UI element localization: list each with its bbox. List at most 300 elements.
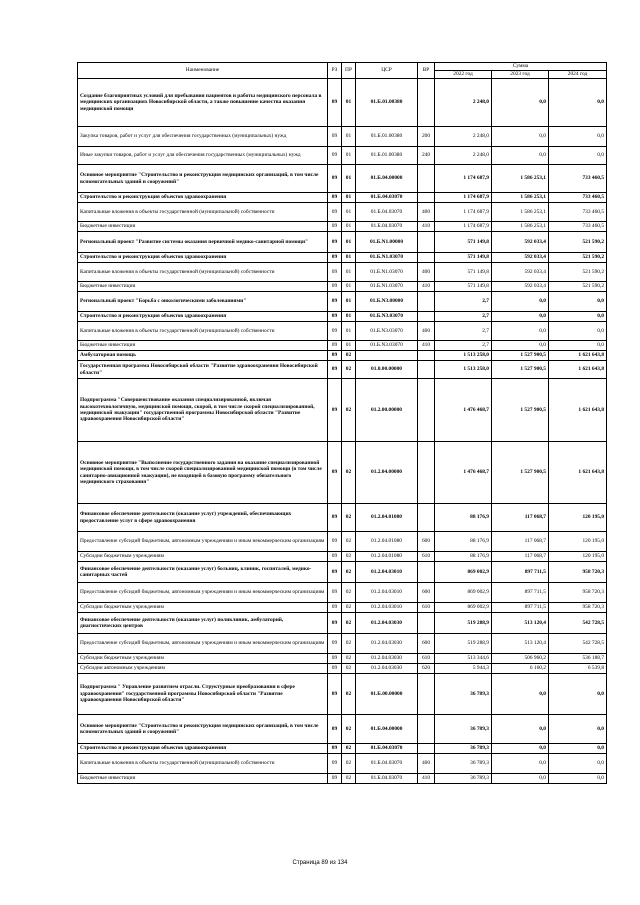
cell-csr: 01.2.04.03010	[356, 583, 418, 603]
col-header-2023: 2023 год	[492, 71, 549, 79]
cell-v1: 36 789,3	[435, 754, 492, 774]
cell-v2: 0,0	[492, 674, 549, 715]
cell-csr: 01.2.04.03030	[356, 613, 418, 634]
cell-vr	[418, 165, 435, 193]
cell-rz: 09	[328, 292, 342, 312]
cell-pr: 02	[342, 351, 356, 361]
cell-csr: 01.2.04.03030	[356, 654, 418, 664]
cell-csr: 01.Б.N1.03070	[356, 253, 418, 263]
col-header-2022: 2022 год	[435, 71, 492, 79]
cell-v1: 2 248,0	[435, 79, 492, 127]
cell-vr	[418, 292, 435, 312]
cell-vr	[418, 613, 435, 634]
cell-pr: 01	[342, 127, 356, 147]
cell-csr: 01.Б.04.00000	[356, 715, 418, 744]
cell-v2: 1 527 900,5	[492, 351, 549, 361]
cell-v1: 5 944,3	[435, 664, 492, 674]
cell-rz: 09	[328, 203, 342, 222]
cell-v1: 1 513 258,0	[435, 351, 492, 361]
cell-name: Субсидии автономным учреждениям	[78, 664, 328, 674]
cell-v1: 2,7	[435, 341, 492, 351]
cell-v2: 1 586 253,1	[492, 193, 549, 203]
cell-rz: 09	[328, 232, 342, 253]
cell-vr	[418, 562, 435, 583]
table-row	[78, 664, 607, 674]
cell-v3: 958 720,3	[549, 603, 607, 613]
table-row	[78, 613, 607, 634]
cell-vr	[418, 361, 435, 379]
cell-rz: 09	[328, 79, 342, 127]
cell-pr: 02	[342, 552, 356, 562]
table-row	[78, 442, 607, 504]
cell-name: Предоставление субсидий бюджетным, автономным учреждениям и иным некоммерческим организациям	[78, 532, 328, 552]
cell-v1: 36 789,3	[435, 715, 492, 744]
cell-vr: 410	[418, 282, 435, 292]
cell-pr: 01	[342, 312, 356, 322]
cell-v3: 120 195,0	[549, 532, 607, 552]
cell-csr: 01.Б.N3.03070	[356, 322, 418, 341]
cell-name: Амбулаторная помощь	[78, 351, 328, 361]
cell-vr: 400	[418, 322, 435, 341]
cell-name: Основное мероприятие "Выполнение государственного задания на оказание специализированной медицинской помощи, в том числе скорой специализированной медицинской помощи (в том числе санитарно-авиационной эвакуации), не входящей в базовую программу обязательного медицинского страхования"	[78, 442, 328, 504]
cell-pr: 01	[342, 165, 356, 193]
cell-v3: 521 590,2	[549, 282, 607, 292]
table-row	[78, 253, 607, 263]
cell-name: Региональный проект "Развитие системы оказания первичной медико-санитарной помощи"	[78, 232, 328, 253]
cell-csr: 01.Б.N1.03070	[356, 282, 418, 292]
col-header-rz: РЗ	[328, 63, 342, 79]
cell-v3: 0,0	[549, 322, 607, 341]
cell-v3: 6 539,8	[549, 664, 607, 674]
cell-name: Субсидии бюджетным учреждениям	[78, 552, 328, 562]
cell-csr: 01.Б.01.00380	[356, 79, 418, 127]
cell-pr: 02	[342, 774, 356, 784]
cell-pr: 02	[342, 664, 356, 674]
cell-rz: 09	[328, 603, 342, 613]
cell-csr: 01.2.04.03030	[356, 664, 418, 674]
cell-v3: 733 460,5	[549, 165, 607, 193]
cell-pr: 01	[342, 292, 356, 312]
cell-v3: 0,0	[549, 292, 607, 312]
cell-csr: 01.2.04.01080	[356, 504, 418, 532]
cell-vr	[418, 504, 435, 532]
cell-v1: 2 248,0	[435, 147, 492, 165]
cell-v1: 869 002,9	[435, 562, 492, 583]
cell-name: Закупка товаров, работ и услуг для обеспечения государственных (муниципальных) нужд	[78, 127, 328, 147]
cell-vr: 240	[418, 147, 435, 165]
cell-v1: 869 002,9	[435, 603, 492, 613]
cell-v2: 0,0	[492, 322, 549, 341]
cell-v3: 0,0	[549, 312, 607, 322]
cell-rz: 09	[328, 127, 342, 147]
cell-csr: 01.Б.04.00000	[356, 165, 418, 193]
cell-rz: 09	[328, 351, 342, 361]
cell-v3: 958 720,3	[549, 583, 607, 603]
cell-v1: 513 344,6	[435, 654, 492, 664]
cell-v1: 869 002,9	[435, 583, 492, 603]
table-row	[78, 552, 607, 562]
cell-rz: 09	[328, 562, 342, 583]
cell-v3: 733 460,5	[549, 193, 607, 203]
table-row	[78, 715, 607, 744]
cell-pr: 02	[342, 583, 356, 603]
cell-v1: 88 176,9	[435, 504, 492, 532]
cell-rz: 09	[328, 253, 342, 263]
cell-vr	[418, 193, 435, 203]
cell-rz: 09	[328, 222, 342, 232]
cell-v3: 521 590,2	[549, 263, 607, 282]
cell-pr: 02	[342, 744, 356, 754]
cell-pr: 01	[342, 79, 356, 127]
table-row	[78, 351, 607, 361]
cell-v2: 0,0	[492, 754, 549, 774]
cell-rz: 09	[328, 774, 342, 784]
cell-csr: 01.2.04.01080	[356, 552, 418, 562]
budget-page	[77, 62, 606, 784]
cell-rz: 09	[328, 754, 342, 774]
table-row	[78, 754, 607, 774]
cell-pr: 01	[342, 232, 356, 253]
table-row	[78, 312, 607, 322]
table-row	[78, 774, 607, 784]
cell-name: Предоставление субсидий бюджетным, автономным учреждениям и иным некоммерческим организациям	[78, 583, 328, 603]
cell-csr: 01.Б.01.00380	[356, 127, 418, 147]
cell-rz: 09	[328, 341, 342, 351]
cell-v2: 0,0	[492, 744, 549, 754]
cell-name: Строительство и реконструкция объектов здравоохранения	[78, 312, 328, 322]
cell-rz: 09	[328, 263, 342, 282]
cell-name: Региональный проект "Борьба с онкологическими заболеваниями"	[78, 292, 328, 312]
table-row	[78, 147, 607, 165]
table-row	[78, 341, 607, 351]
cell-v3: 0,0	[549, 127, 607, 147]
cell-v2: 897 711,5	[492, 603, 549, 613]
table-row	[78, 532, 607, 552]
cell-pr: 02	[342, 442, 356, 504]
cell-vr: 410	[418, 222, 435, 232]
cell-pr: 02	[342, 654, 356, 664]
cell-v2: 592 033,4	[492, 253, 549, 263]
cell-rz: 09	[328, 634, 342, 654]
cell-pr: 02	[342, 504, 356, 532]
cell-v2: 1 527 900,5	[492, 379, 549, 442]
cell-v1: 36 789,3	[435, 744, 492, 754]
cell-v3: 521 590,2	[549, 232, 607, 253]
cell-v2: 897 711,5	[492, 583, 549, 603]
cell-v1: 519 288,9	[435, 613, 492, 634]
cell-v2: 6 160,2	[492, 664, 549, 674]
table-row	[78, 562, 607, 583]
cell-rz: 09	[328, 312, 342, 322]
cell-rz: 09	[328, 147, 342, 165]
cell-vr: 600	[418, 583, 435, 603]
cell-csr: 01.2.04.00000	[356, 442, 418, 504]
cell-v1: 1 476 468,7	[435, 379, 492, 442]
cell-v1: 1 476 468,7	[435, 442, 492, 504]
cell-csr: 01.Б.N3.03070	[356, 341, 418, 351]
cell-v2: 506 960,2	[492, 654, 549, 664]
table-row	[78, 654, 607, 664]
cell-vr: 610	[418, 603, 435, 613]
cell-pr: 02	[342, 634, 356, 654]
cell-rz: 09	[328, 442, 342, 504]
cell-pr: 02	[342, 674, 356, 715]
cell-vr	[418, 312, 435, 322]
cell-v1: 36 789,3	[435, 674, 492, 715]
cell-pr: 02	[342, 754, 356, 774]
cell-v3: 733 460,5	[549, 222, 607, 232]
cell-v3: 536 188,7	[549, 654, 607, 664]
cell-name: Субсидии бюджетным учреждениям	[78, 654, 328, 664]
cell-v2: 592 033,4	[492, 263, 549, 282]
cell-v3: 120 195,0	[549, 552, 607, 562]
cell-v1: 571 149,8	[435, 232, 492, 253]
cell-rz: 09	[328, 744, 342, 754]
cell-csr: 01.Б.04.03070	[356, 754, 418, 774]
cell-vr: 400	[418, 203, 435, 222]
cell-pr: 02	[342, 562, 356, 583]
cell-vr	[418, 715, 435, 744]
cell-v1: 88 176,9	[435, 552, 492, 562]
cell-v2: 1 527 900,5	[492, 442, 549, 504]
cell-pr: 02	[342, 715, 356, 744]
cell-v3: 0,0	[549, 147, 607, 165]
cell-v3: 0,0	[549, 674, 607, 715]
cell-v1: 1 174 687,9	[435, 165, 492, 193]
cell-vr: 400	[418, 263, 435, 282]
cell-v2: 1 586 253,1	[492, 222, 549, 232]
cell-pr: 02	[342, 613, 356, 634]
cell-csr: 01.2.04.03030	[356, 634, 418, 654]
cell-name: Бюджетные инвестиции	[78, 341, 328, 351]
budget-table	[77, 62, 607, 784]
cell-v2: 513 120,4	[492, 634, 549, 654]
cell-rz: 09	[328, 583, 342, 603]
table-row	[78, 361, 607, 379]
table-row	[78, 165, 607, 193]
cell-name: Основное мероприятие "Строительство и реконструкция медицинских организаций, в том числе вспомогательных зданий и сооружений"	[78, 165, 328, 193]
cell-pr: 01	[342, 203, 356, 222]
cell-pr: 02	[342, 532, 356, 552]
cell-v1: 2,7	[435, 322, 492, 341]
table-row	[78, 379, 607, 442]
cell-vr	[418, 379, 435, 442]
cell-csr: 01.Б.N1.00000	[356, 232, 418, 253]
cell-csr	[356, 351, 418, 361]
cell-vr: 200	[418, 127, 435, 147]
col-header-vr: ВР	[418, 63, 435, 79]
col-header-2024: 2024 год	[549, 71, 607, 79]
cell-name: Субсидии бюджетным учреждениям	[78, 603, 328, 613]
cell-name: Бюджетные инвестиции	[78, 774, 328, 784]
cell-v2: 513 120,4	[492, 613, 549, 634]
cell-v3: 733 460,5	[549, 203, 607, 222]
cell-vr	[418, 351, 435, 361]
cell-v1: 88 176,9	[435, 532, 492, 552]
cell-v2: 0,0	[492, 715, 549, 744]
cell-pr: 02	[342, 603, 356, 613]
cell-v2: 0,0	[492, 312, 549, 322]
cell-v2: 592 033,4	[492, 232, 549, 253]
cell-name: Капитальные вложения в объекты государственной (муниципальной) собственности	[78, 322, 328, 341]
cell-pr: 01	[342, 322, 356, 341]
cell-v2: 117 068,7	[492, 552, 549, 562]
cell-rz: 09	[328, 504, 342, 532]
cell-name: Подпрограмма " Управление развитием отрасли. Структурные преобразования в сфере здравоохранения" государственной программы Новосибирской области "Развитие здравоохранения Новосибирской области"	[78, 674, 328, 715]
cell-vr	[418, 744, 435, 754]
cell-v1: 571 149,8	[435, 263, 492, 282]
cell-rz: 09	[328, 361, 342, 379]
cell-name: Создание благоприятных условий для пребывания пациентов и работы медицинского персонала в медицинских организациях Новосибирской области, а также повышение качества оказания медицинской помощи	[78, 79, 328, 127]
cell-csr: 01.Б.04.03070	[356, 744, 418, 754]
table-row	[78, 292, 607, 312]
table-row	[78, 583, 607, 603]
cell-v2: 117 068,7	[492, 504, 549, 532]
cell-v2: 1 527 900,5	[492, 361, 549, 379]
cell-rz: 09	[328, 193, 342, 203]
cell-name: Капитальные вложения в объекты государственной (муниципальной) собственности	[78, 263, 328, 282]
cell-name: Финансовое обеспечение деятельности (оказание услуг) учреждений, обеспечивающих предоставление услуг в сфере здравоохранения	[78, 504, 328, 532]
cell-rz: 09	[328, 165, 342, 193]
cell-v1: 571 149,8	[435, 253, 492, 263]
cell-v1: 2,7	[435, 312, 492, 322]
cell-pr: 01	[342, 222, 356, 232]
cell-v3: 1 621 643,8	[549, 351, 607, 361]
cell-csr: 01.Б.04.03070	[356, 193, 418, 203]
cell-v2: 0,0	[492, 292, 549, 312]
table-row	[78, 79, 607, 127]
cell-v3: 120 195,0	[549, 504, 607, 532]
col-header-pr: ПР	[342, 63, 356, 79]
cell-pr: 01	[342, 341, 356, 351]
cell-vr	[418, 79, 435, 127]
cell-rz: 09	[328, 552, 342, 562]
cell-name: Иные закупки товаров, работ и услуг для обеспечения государственных (муниципальных) нужд	[78, 147, 328, 165]
cell-name: Подпрограмма "Совершенствование оказания специализированной, включая высокотехнологичную, медицинской помощи, скорой, в том числе скорой специализированной, медицинской эвакуации" государственной программы Новосибирской области "Развитие здравоохранения Новосибирской области"	[78, 379, 328, 442]
table-row	[78, 203, 607, 222]
col-header-csr: ЦСР	[356, 63, 418, 79]
cell-csr: 01.Б.N3.03070	[356, 312, 418, 322]
cell-name: Строительство и реконструкция объектов здравоохранения	[78, 253, 328, 263]
cell-rz: 09	[328, 664, 342, 674]
table-row	[78, 744, 607, 754]
cell-v1: 519 288,9	[435, 634, 492, 654]
cell-v3: 0,0	[549, 754, 607, 774]
table-row	[78, 282, 607, 292]
cell-vr	[418, 442, 435, 504]
cell-v2: 117 068,7	[492, 532, 549, 552]
cell-csr: 01.Б.01.00380	[356, 147, 418, 165]
cell-v1: 36 789,3	[435, 774, 492, 784]
cell-v2: 1 586 253,1	[492, 203, 549, 222]
cell-csr: 01.Б.04.03070	[356, 222, 418, 232]
cell-name: Государственная программа Новосибирской области "Развитие здравоохранения Новосибирской области"	[78, 361, 328, 379]
cell-v3: 0,0	[549, 79, 607, 127]
cell-name: Капитальные вложения в объекты государственной (муниципальной) собственности	[78, 203, 328, 222]
table-body	[78, 79, 607, 784]
cell-v2: 0,0	[492, 127, 549, 147]
cell-v2: 0,0	[492, 147, 549, 165]
cell-v2: 0,0	[492, 774, 549, 784]
cell-vr	[418, 674, 435, 715]
cell-v1: 2 248,0	[435, 127, 492, 147]
col-header-name: Наименование	[78, 63, 328, 79]
cell-pr: 02	[342, 361, 356, 379]
cell-pr: 01	[342, 147, 356, 165]
cell-v3: 542 728,5	[549, 634, 607, 654]
cell-name: Предоставление субсидий бюджетным, автономным учреждениям и иным некоммерческим организациям	[78, 634, 328, 654]
cell-csr: 01.Б.N1.03070	[356, 263, 418, 282]
cell-rz: 09	[328, 379, 342, 442]
cell-v2: 0,0	[492, 79, 549, 127]
cell-rz: 09	[328, 674, 342, 715]
cell-csr: 01.2.04.03010	[356, 562, 418, 583]
table-row	[78, 127, 607, 147]
cell-name: Капитальные вложения в объекты государственной (муниципальной) собственности	[78, 754, 328, 774]
cell-vr: 600	[418, 634, 435, 654]
cell-v3: 1 621 643,8	[549, 442, 607, 504]
cell-v3: 521 590,2	[549, 253, 607, 263]
cell-vr	[418, 232, 435, 253]
cell-v3: 0,0	[549, 341, 607, 351]
cell-rz: 09	[328, 322, 342, 341]
cell-pr: 01	[342, 263, 356, 282]
table-row	[78, 504, 607, 532]
cell-v2: 592 033,4	[492, 282, 549, 292]
cell-name: Финансовое обеспечение деятельности (оказание услуг) больниц, клиник, госпиталей, медико-санитарных частей	[78, 562, 328, 583]
cell-name: Основное мероприятие "Строительство и реконструкция медицинских организаций, в том числе вспомогательных зданий и сооружений"	[78, 715, 328, 744]
table-row	[78, 603, 607, 613]
cell-v1: 1 174 687,9	[435, 203, 492, 222]
cell-pr: 01	[342, 193, 356, 203]
cell-v2: 897 711,5	[492, 562, 549, 583]
cell-pr: 02	[342, 379, 356, 442]
cell-v2: 1 586 253,1	[492, 165, 549, 193]
cell-v3: 0,0	[549, 744, 607, 754]
cell-v1: 1 174 687,9	[435, 193, 492, 203]
cell-name: Финансовое обеспечение деятельности (оказание услуг) поликлиник, амбулаторий, диагностических центров	[78, 613, 328, 634]
cell-v3: 0,0	[549, 715, 607, 744]
cell-v3: 958 720,3	[549, 562, 607, 583]
cell-csr: 01.Б.N3.00000	[356, 292, 418, 312]
table-row	[78, 222, 607, 232]
cell-vr	[418, 253, 435, 263]
cell-name: Бюджетные инвестиции	[78, 282, 328, 292]
cell-v3: 542 728,5	[549, 613, 607, 634]
table-row	[78, 674, 607, 715]
cell-csr: 01.Б.00.00000	[356, 674, 418, 715]
table-row	[78, 232, 607, 253]
cell-vr: 620	[418, 664, 435, 674]
cell-pr: 01	[342, 282, 356, 292]
cell-rz: 09	[328, 654, 342, 664]
cell-csr: 01.0.00.00000	[356, 361, 418, 379]
cell-rz: 09	[328, 532, 342, 552]
table-row	[78, 193, 607, 203]
cell-csr: 01.2.04.01080	[356, 532, 418, 552]
cell-vr: 410	[418, 774, 435, 784]
cell-rz: 09	[328, 715, 342, 744]
table-row	[78, 322, 607, 341]
cell-vr: 610	[418, 654, 435, 664]
cell-name: Строительство и реконструкция объектов здравоохранения	[78, 193, 328, 203]
cell-v3: 1 621 643,8	[549, 361, 607, 379]
cell-vr: 410	[418, 341, 435, 351]
cell-csr: 01.Б.04.03070	[356, 203, 418, 222]
table-row	[78, 263, 607, 282]
cell-rz: 09	[328, 282, 342, 292]
cell-csr: 01.2.04.03010	[356, 603, 418, 613]
